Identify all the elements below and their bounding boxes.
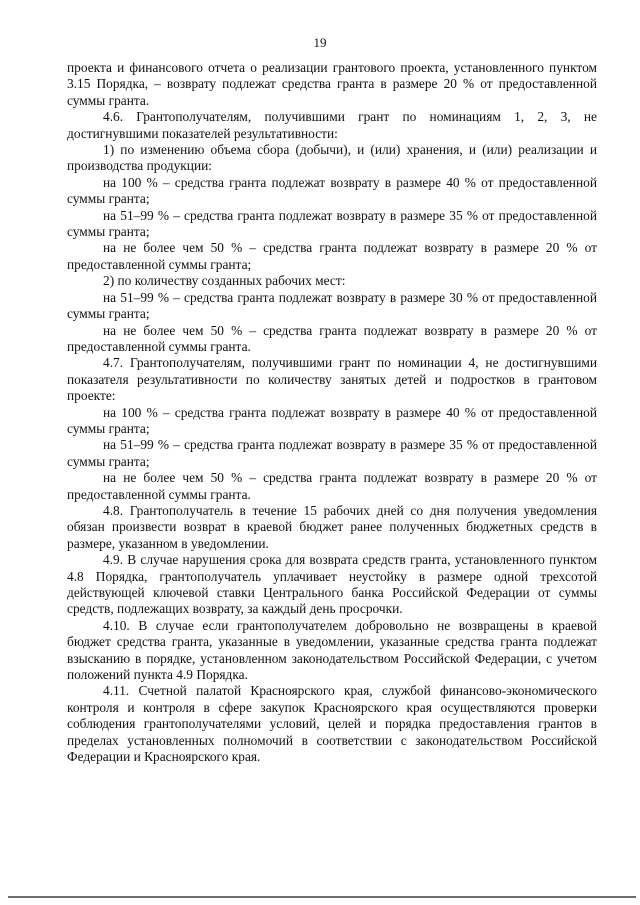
paragraph: на 51–99 % – средства гранта подлежат возврату в размере 30 % от предоставленной суммы гранта; xyxy=(67,289,597,322)
paragraph: 4.11. Счетной палатой Красноярского края, службой финансово-экономического контроля и контроля в сфере закупок Красноярского края осуществляются проверки соблюдения грантополучателями условий, целей и порядка предоставления грантов в пределах установленных полномочий в соответствии с законодательством Российской Федерации и Красноярского края. xyxy=(67,683,597,765)
document-body xyxy=(67,60,597,765)
paragraph: на 51–99 % – средства гранта подлежат возврату в размере 35 % от предоставленной суммы гранта; xyxy=(67,437,597,469)
paragraph: 4.6. Грантополучателям, получившими грант по номинациям 1, 2, 3, не достигнувшими показателей результативности: xyxy=(67,109,597,141)
paragraph: на 51–99 % – средства гранта подлежат возврату в размере 35 % от предоставленной суммы гранта; xyxy=(67,207,597,240)
paragraph: на не более чем 50 % – средства гранта подлежат возврату в размере 20 % от предоставленной суммы гранта. xyxy=(67,470,597,502)
paragraph: 4.8. Грантополучатель в течение 15 рабочих дней со дня получения уведомления обязан произвести возврат в краевой бюджет ранее полученных бюджетных средств в размере, указанном в уведомлении. xyxy=(67,502,597,551)
paragraph: 2) по количеству созданных рабочих мест: xyxy=(103,273,346,289)
page-bottom-rule xyxy=(8,896,636,898)
paragraph: на 100 % – средства гранта подлежат возврату в размере 40 % от предоставленной суммы гранта; xyxy=(67,404,597,436)
paragraph: на не более чем 50 % – средства гранта подлежат возврату в размере 20 % от предоставленной суммы гранта. xyxy=(67,322,597,354)
page-number: 19 xyxy=(313,35,327,50)
paragraph: 4.9. В случае нарушения срока для возврата средств гранта, установленного пунктом 4.8 Порядка, грантополучатель уплачивает неустойку в размере одной трехсотой действующей ключевой ставки Центрального банка Российской Федерации от суммы средств, подлежащих возврату, за каждый день просрочки. xyxy=(67,552,597,617)
paragraph: проекта и финансового отчета о реализации грантового проекта, установленного пунктом 3.15 Порядка, – возврату подлежат средства гранта в размере 20 % от предоставленной суммы гранта. xyxy=(67,60,597,108)
paragraph: на 100 % – средства гранта подлежат возврату в размере 40 % от предоставленной суммы гранта; xyxy=(67,174,597,207)
paragraph: 1) по изменению объема сбора (добычи), и (или) хранения, и (или) реализации и производства продукции: xyxy=(67,142,597,174)
paragraph: 4.10. В случае если грантополучателем добровольно не возвращены в краевой бюджет средства гранта, указанные в уведомлении, указанные средства гранта подлежат взысканию в порядке, установленном законодательством Российской Федерации, с учетом положений пункта 4.9 Порядка. xyxy=(67,617,597,683)
paragraph: на не более чем 50 % – средства гранта подлежат возврату в размере 20 % от предоставленной суммы гранта; xyxy=(67,240,597,272)
paragraph: 4.7. Грантополучателям, получившими грант по номинации 4, не достигнувшими показателя результативности по количеству занятых детей и подростков в грантовом проекте: xyxy=(67,355,597,404)
